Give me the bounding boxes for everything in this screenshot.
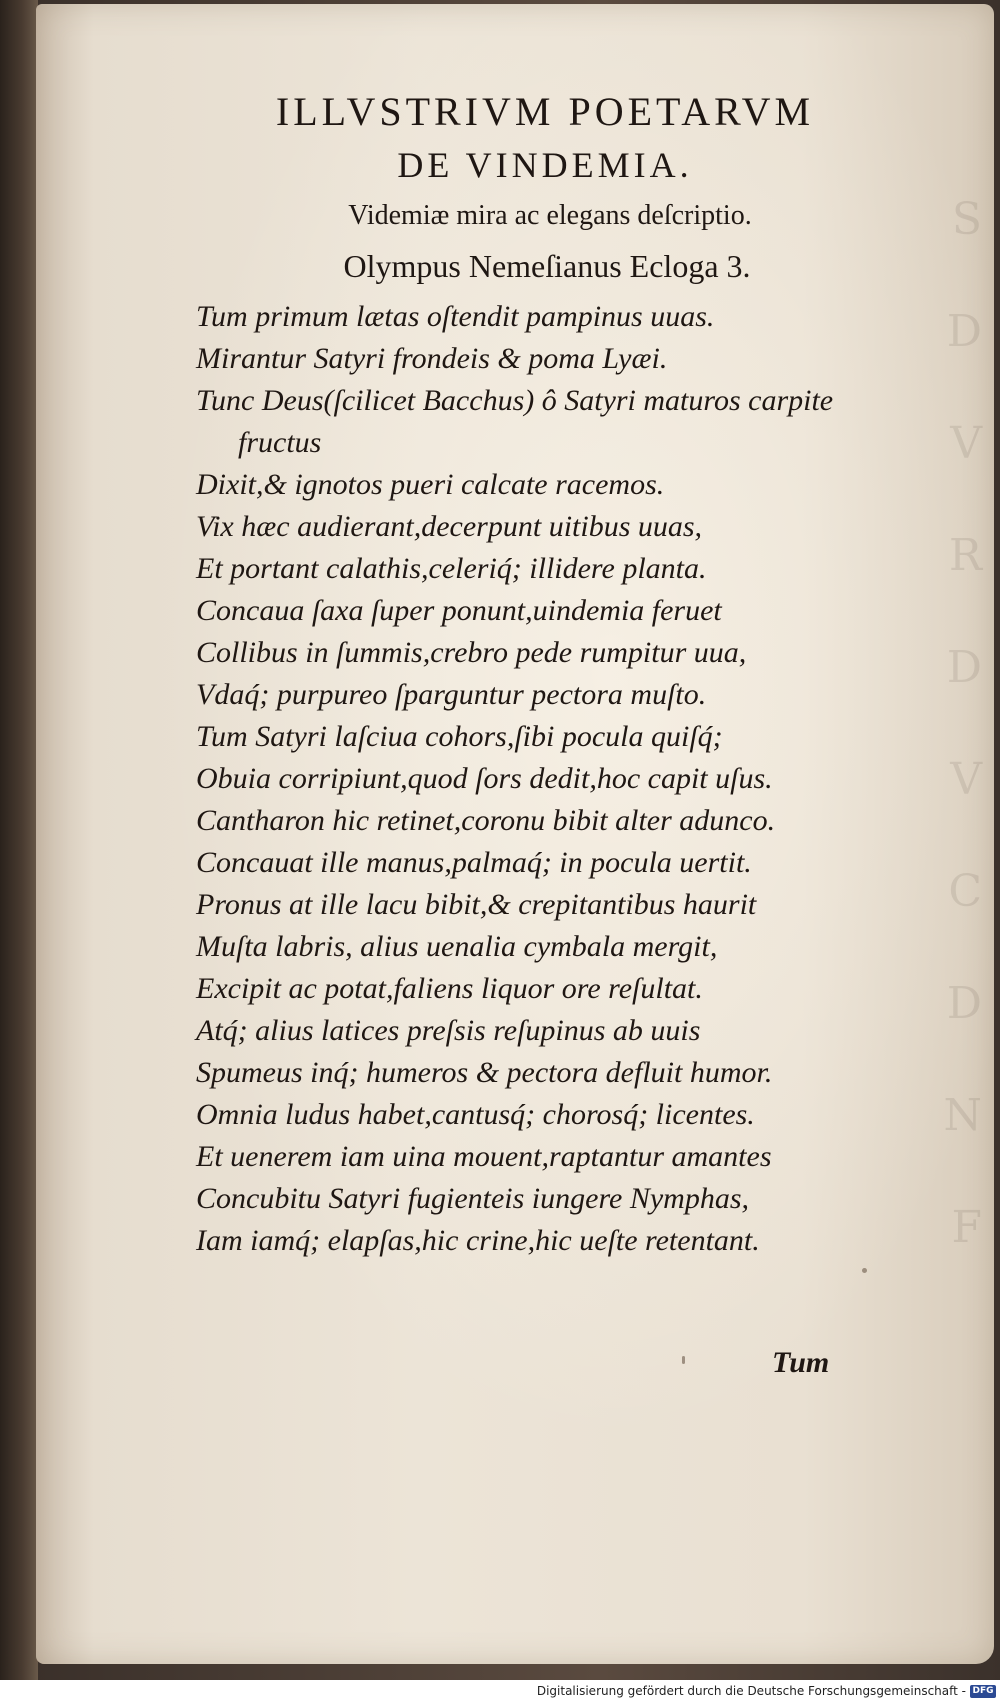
verse-line: Pronus at ille lacu bibit,& crepitantibus haurit [196,888,757,921]
catchword: Tum [772,1346,830,1379]
dfg-logo: DFG [970,1685,996,1698]
heading-line-1: ILLVSTRIVM POETARVM [275,89,815,134]
verse-line: Atq́; alius latices preſsis reſupinus ab uuis [196,1014,701,1047]
verse-line: Tum Satyri laſciua cohors,ſibi pocula quiſq́; [196,720,723,753]
digitization-credit [0,1680,1000,1703]
verse-line: Et portant calathis,celeriq́; illidere planta. [196,552,707,585]
book-spine-edge [0,0,38,1680]
show-through-text: S D V R D V C D N F [943,194,984,1253]
verse-line: Iam iamq́; elapſas,hic crine,hic ueſte retentant. [196,1224,760,1257]
verse-line: Muſta labris, alius uenalia cymbala mergit, [196,930,718,963]
verse-line: Excipit ac potat,faliens liquor ore reſultat. [196,972,703,1005]
verse-line: Spumeus inq́; humeros & pectora defluit humor. [196,1056,773,1089]
verse-line: Concubitu Satyri fugienteis iungere Nymphas, [196,1182,749,1215]
verse-line: Concaua ſaxa ſuper ponunt,uindemia feruet [196,594,722,627]
page-text [36,4,994,1664]
verse-line-continuation: fructus [238,426,322,459]
credit-text: Digitalisierung gefördert durch die Deutsche Forschungsgemeinschaft - [536,1684,966,1698]
verse-line: Concauat ille manus,palmaq́; in pocula uertit. [196,846,752,879]
ink-speck [682,1356,685,1364]
verse-line: Dixit,& ignotos pueri calcate racemos. [196,468,665,501]
verse-line: Tum primum lætas oſtendit pampinus uuas. [196,300,715,333]
verse-line: Et uenerem iam uina mouent,raptantur amantes [196,1140,772,1173]
verse-line: Omnia ludus habet,cantusq́; chorosq́; licentes. [196,1098,755,1131]
verse-line: Obuia corripiunt,quod ſors dedit,hoc capit uſus. [196,762,773,795]
verse-line: Cantharon hic retinet,coronu bibit alter adunco. [196,804,776,837]
book-page [36,4,994,1664]
heading-line-2: DE VINDEMIA. [397,145,693,185]
verse-line: Vdaq́; purpureo ſparguntur pectora muſto. [196,678,707,711]
subtitle: Videmiæ mira ac elegans deſcriptio. [348,200,752,231]
verse-line: Tunc Deus(ſcilicet Bacchus) ô Satyri maturos carpite [196,384,834,417]
verse-list [196,296,976,1262]
verse-line: Vix hæc audierant,decerpunt uitibus uuas, [196,510,703,543]
verse-line: Collibus in ſummis,crebro pede rumpitur uua, [196,636,747,669]
ink-speck [862,1268,867,1273]
attribution: Olympus Nemeſianus Ecloga 3. [343,248,751,284]
verse-line: Mirantur Satyri frondeis & poma Lyæi. [196,342,668,375]
